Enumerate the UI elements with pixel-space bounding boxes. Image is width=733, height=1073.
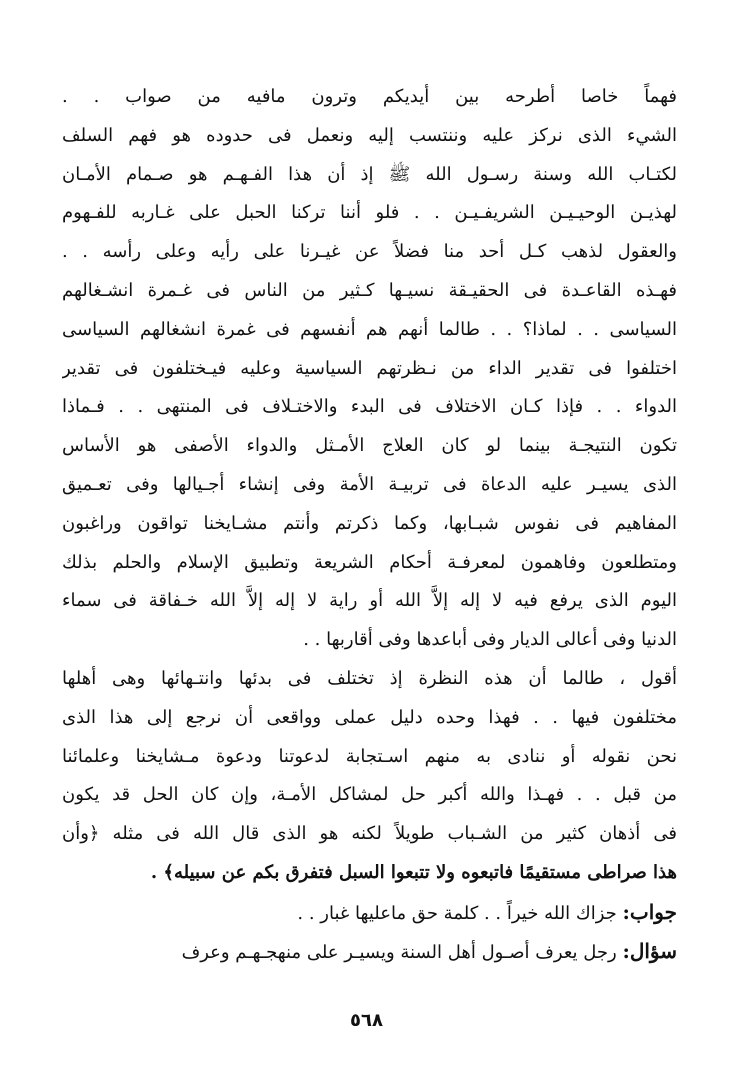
text-line: مختلفون فيها . . فهذا وحده دليل عملى وواقعى أن نرجع إلى هذا الذى bbox=[62, 706, 677, 728]
answer-text: جزاك الله خيراً . . كلمة حق ماعليها غبار . . bbox=[297, 902, 617, 924]
question-text: رجل يعرف أصـول أهل السنة ويسيـر على منهجـهـم وعرف bbox=[181, 941, 617, 963]
text-line: والعقول لذهب كـل أحد منا فضلاً عن غيـرنا على رأيه وعلى رأسه . . bbox=[62, 241, 677, 263]
text-line: لهذيـن الوحيـيـن الشريفـيـن . . فلو أننا تركنا الحبل على غـاربه للفـهوم bbox=[62, 202, 677, 224]
text-line: اختلفوا فى تقدير الداء من نـظرتهم السياسية وعليه فيـختلفون فى تقدير bbox=[62, 357, 677, 379]
text-line: لكتـاب الله وسنة رسـول الله ﷺ إذ أن هذا الفـهـم هو صـمام الأمـان bbox=[62, 163, 677, 185]
text-line: الشيء الذى نركز عليه وننتسب إليه ونعمل فى حدوده هو فهم السلف bbox=[62, 124, 677, 146]
text-line: الدواء . . فإذا كـان الاختلاف فى البدء والاختـلاف فى المنتهى . . فـماذا bbox=[62, 396, 677, 418]
text-line: فهماً خاصا أطرحه بين أيديكم وترون مافيه من صواب . . bbox=[62, 86, 677, 107]
text-line: تكون النتيجـة بينما لو كان العلاج الأمـثل والدواء الأصفى هو الأساس bbox=[62, 435, 677, 457]
text-line: ومتطلعون وفاهمون لمعرفـة أحكام الشريعة وتطبيق الإسلام والحلم بذلك bbox=[62, 551, 677, 573]
text-line: المفاهيم فى نفوس شبـابها، وكما ذكرتم وأنتم مشـايخنا تواقون وراغبون bbox=[62, 512, 677, 534]
text-line: الدنيا وفى أعالى الديار وفى أباعدها وفى أقاربها . . bbox=[303, 629, 677, 651]
question-line bbox=[62, 932, 677, 971]
text-line: أقول ، طالما أن هذه النظرة إذ تختلف فى بدئها وانتـهائها وهى أهلها bbox=[62, 667, 677, 689]
body-text bbox=[62, 78, 677, 970]
text-line: السياسى . . لماذا؟ . . طالما أنهم هم أنفسهم فى غمرة انشغالهم السياسى bbox=[62, 318, 677, 340]
text-line: فهـذه القاعـدة فى الحقيـقة نسيـها كـثير من الناس فى غـمرة انشـغالهم bbox=[62, 279, 677, 301]
quran-verse-line: هذا صراطى مستقيمًا فاتبعوه ولا تتبعوا السبل فتفرق بكم عن سبيله﴾ . bbox=[150, 861, 677, 883]
page-number: ٥٦٨ bbox=[350, 1010, 383, 1031]
text-line: نحن نقوله أو ننادى به منهم اسـتجابة لدعوتنا ودعوة مـشايخنا وعلمائنا bbox=[62, 745, 677, 767]
text-line: الذى يسيـر عليه الدعاة فى تربيـة الأمة وفى إنشاء أجـيالها وفى تعـميق bbox=[62, 473, 677, 495]
answer-line bbox=[62, 893, 677, 932]
question-label: سؤال: bbox=[622, 938, 677, 963]
answer-label: جواب: bbox=[622, 899, 677, 924]
text-line: من قبل . . فهـذا والله أكبر حل لمشاكل الأمـة، وإن كان الحل قد يكون bbox=[62, 784, 677, 806]
text-line: فى أذهان كثير من الشـباب طويلاً لكنه هو الذى قال الله فى مثله ﴿وأن bbox=[62, 823, 677, 845]
text-line: اليوم الذى يرفع فيه لا إله إلاَّ الله أو راية لا إله إلاَّ الله خـفاقة فى سماء bbox=[62, 590, 677, 612]
